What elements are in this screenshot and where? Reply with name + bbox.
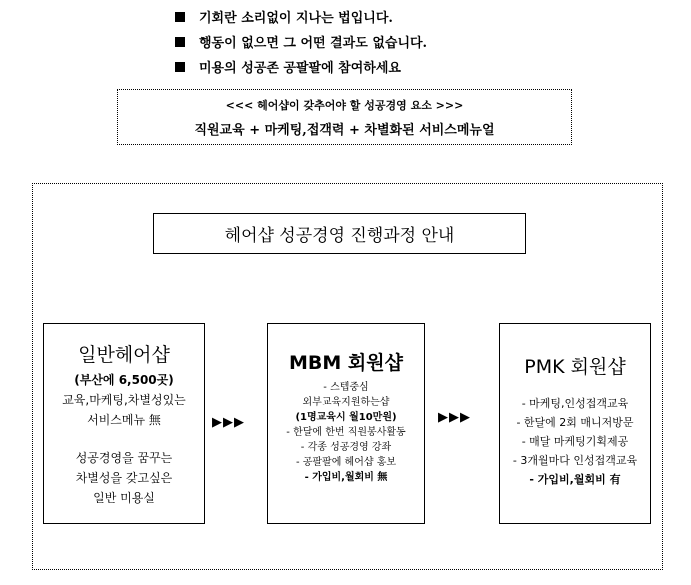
card-mbm-shop: [267, 323, 425, 524]
card-line: - 각종 성공경영 강좌: [300, 442, 392, 453]
success-elements-box: [117, 89, 572, 145]
card-line: (1명교육시 월10만원): [295, 412, 397, 423]
card-line: - 3개월마다 인성접객교육: [512, 454, 638, 467]
card-pmk-shop: [499, 323, 651, 524]
card-line: 일반 미용실: [93, 491, 155, 505]
card-line: 차별성을 갖고싶은: [75, 471, 173, 485]
card-normal-shop: [43, 323, 205, 524]
card-line: - 공팔팔에 헤어샵 홍보: [295, 457, 397, 468]
intro-bullets: [175, 4, 427, 79]
arrow-right-icon: ▶▶▶: [438, 410, 471, 425]
process-title-box: [153, 213, 526, 254]
card-title: 일반헤어샵: [78, 344, 170, 366]
card-line: 외부교육지원하는샵: [302, 397, 390, 408]
card-line: - 한달에 2회 매니저방문: [516, 416, 634, 429]
card-line: - 매달 마케팅기획제공: [521, 435, 629, 448]
spacer: [44, 430, 204, 448]
bullet-line: [175, 54, 427, 79]
bullet-line: [175, 29, 427, 54]
card-line: - 가입비,월회비 有: [529, 473, 621, 486]
card-line: 서비스메뉴 無: [87, 413, 161, 427]
success-elements-heading: <<< 헤어샵이 갖추어야 할 성공경영 요소 >>>: [225, 99, 464, 112]
card-line: - 한달에 한번 직원봉사활동: [286, 427, 406, 438]
square-bullet-icon: [175, 37, 185, 47]
success-elements-body: 직원교육 + 마케팅,접객력 + 차별화된 서비스메뉴얼: [194, 123, 495, 138]
bullet-text: 미용의 성공존 공팔팔에 참여하세요: [199, 61, 401, 76]
card-title: PMK 회원샵: [524, 356, 626, 378]
square-bullet-icon: [175, 62, 185, 72]
card-line: 성공경영을 꿈꾸는: [75, 451, 173, 465]
bullet-text: 기회란 소리없이 지나는 법입니다.: [199, 11, 393, 26]
process-title: 헤어샵 성공경영 진행과정 안내: [224, 226, 455, 246]
card-line: 교육,마케팅,차별성있는: [62, 393, 186, 407]
card-line: - 스텝중심: [323, 382, 369, 393]
bullet-line: [175, 4, 427, 29]
card-title: MBM 회원샵: [289, 352, 403, 374]
card-line: (부산에 6,500곳): [74, 373, 174, 387]
bullet-text: 행동이 없으면 그 어떤 결과도 없습니다.: [199, 36, 428, 51]
arrow-right-icon: ▶▶▶: [212, 415, 245, 430]
card-line: - 가입비,월회비 無: [304, 472, 388, 483]
square-bullet-icon: [175, 12, 185, 22]
card-line: - 마케팅,인성접객교육: [521, 397, 629, 410]
